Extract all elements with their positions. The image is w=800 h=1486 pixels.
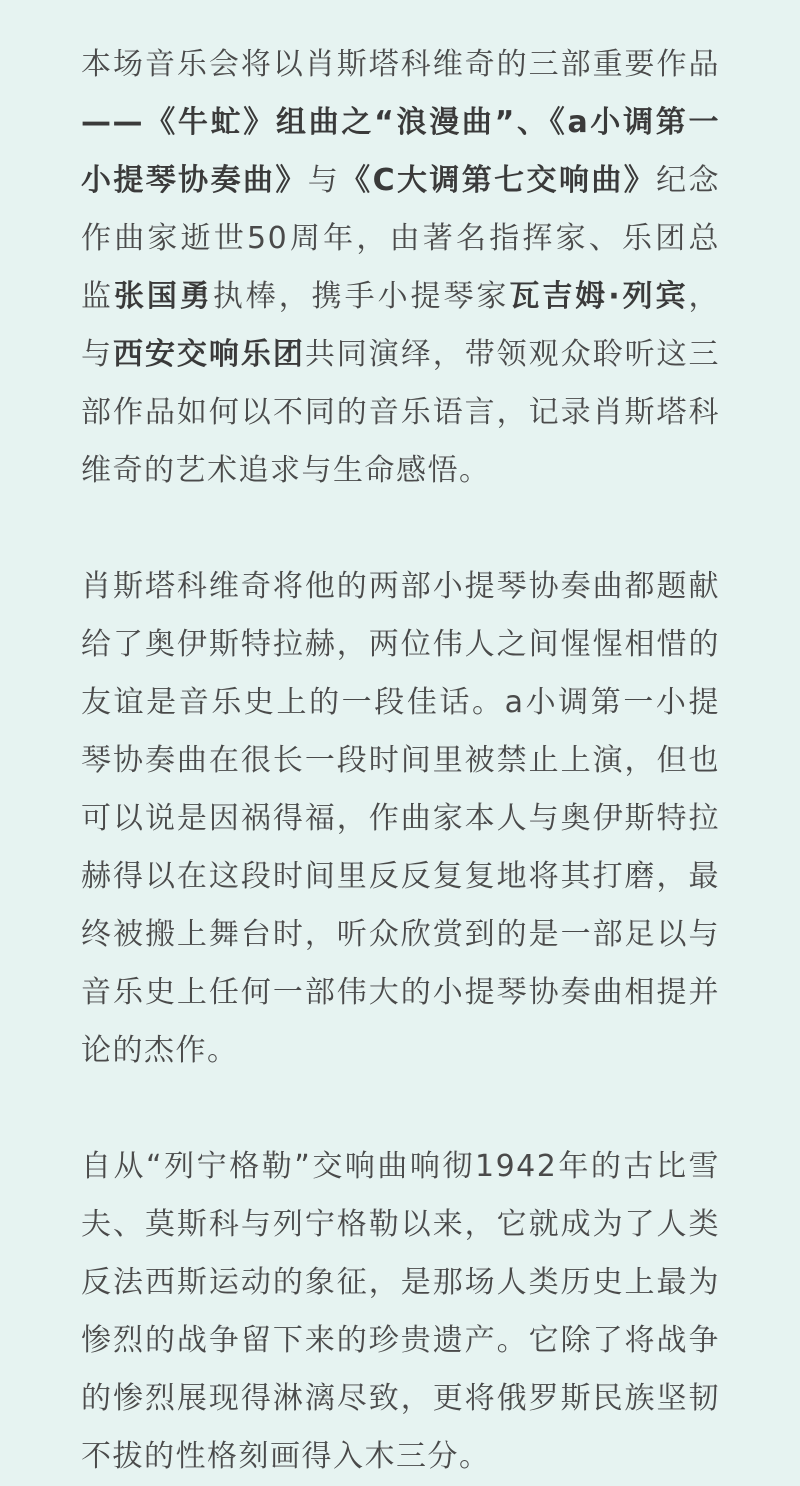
connector-text: 与 bbox=[307, 163, 341, 198]
work-title-symphony-7: 《C大调第七交响曲》 bbox=[340, 163, 657, 198]
closing-text: 共同演绎，带领观众聆听这三部作品如何以不同的音乐语言，记录肖斯塔科维奇的艺术追求与生命感悟。 bbox=[81, 337, 721, 488]
baton-text: 执棒，携手小提琴家 bbox=[212, 279, 510, 314]
violin-concerto-text: 肖斯塔科维奇将他的两部小提琴协奏曲都题献给了奥伊斯特拉赫，两位伟人之间惺惺相惜的友谊是音乐史上的一段佳话。a小调第一小提琴协奏曲在很长一段时间里被禁止上演，但也可以说是因祸得福，作曲家本人与奥伊斯特拉赫得以在这段时间里反反复复地将其打磨，最终被搬上舞台时，听众欣赏到的是一部足以与音乐史上任何一部伟大的小提琴协奏曲相提并论的杰作。 bbox=[81, 569, 720, 1068]
with-text: ，与 bbox=[81, 279, 721, 372]
work-title-gadfly-and-concerto: ——《牛虻》组曲之“浪漫曲”、《a小调第一小提琴协奏曲》 bbox=[81, 105, 720, 198]
orchestra-name: 西安交响乐团 bbox=[112, 337, 305, 372]
memorial-text: 纪念作曲家逝世50周年，由著名指挥家、乐团总监 bbox=[81, 163, 721, 314]
violinist-name: 瓦吉姆·列宾 bbox=[509, 279, 689, 314]
paragraph-concert-intro bbox=[81, 36, 720, 500]
paragraph-violin-concerto bbox=[81, 558, 720, 1080]
intro-text: 本场音乐会将以肖斯塔科维奇的三部重要作品 bbox=[81, 47, 720, 82]
paragraph-leningrad-symphony bbox=[81, 1138, 720, 1486]
conductor-name: 张国勇 bbox=[113, 279, 213, 314]
leningrad-symphony-text: 自从“列宁格勒”交响曲响彻1942年的古比雪夫、莫斯科与列宁格勒以来，它就成为了人类反法西斯运动的象征，是那场人类历史上最为惨烈的战争留下来的珍贵遗产。它除了将战争的惨烈展现得淋漓尽致，更将俄罗斯民族坚韧不拔的性格刻画得入木三分。 bbox=[81, 1149, 720, 1474]
